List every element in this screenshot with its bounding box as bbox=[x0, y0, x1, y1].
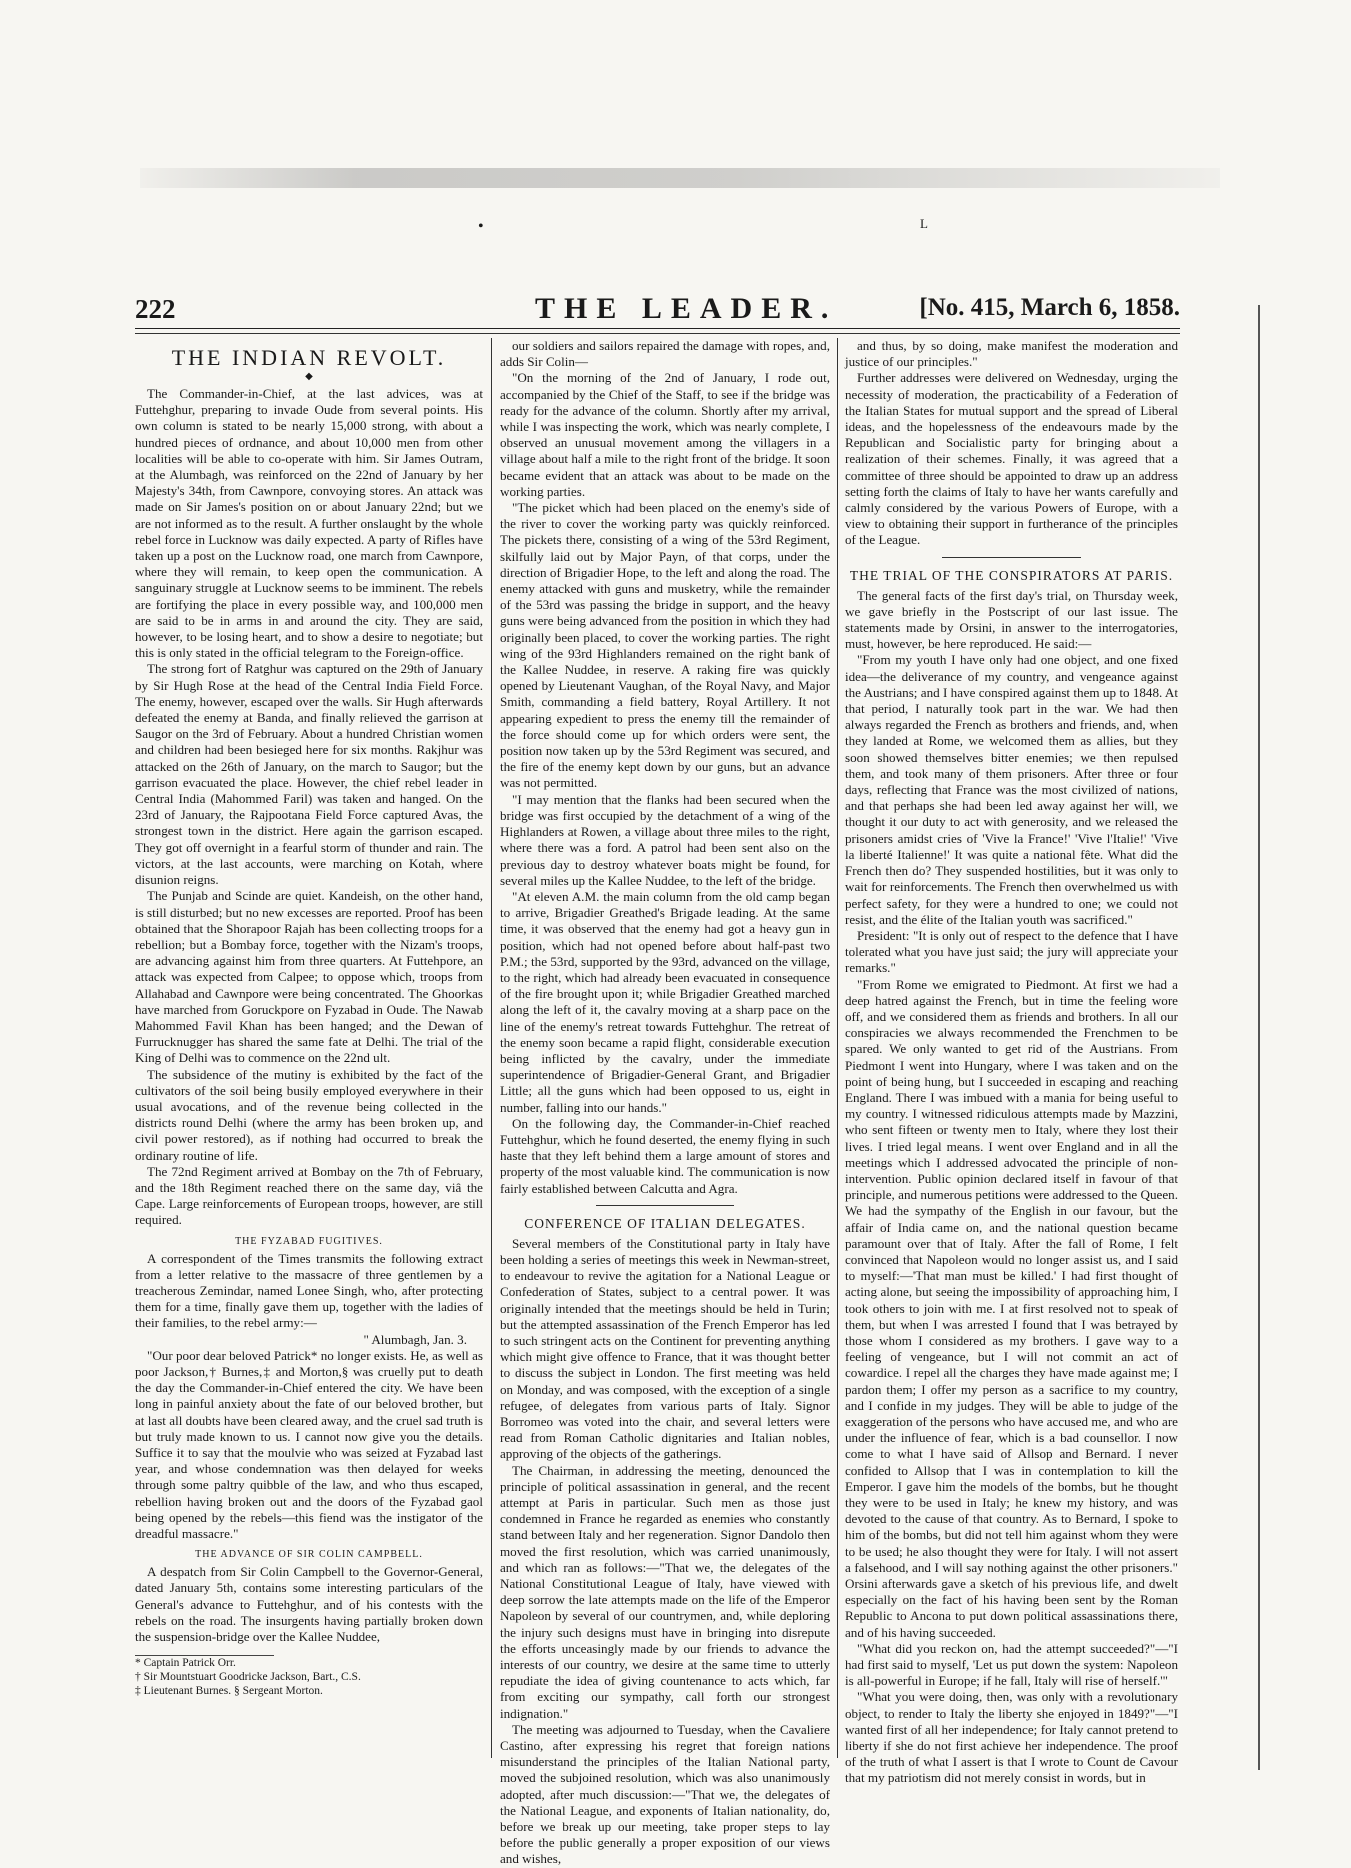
paper-title: THE LEADER. bbox=[535, 292, 838, 325]
scan-artifact-band bbox=[140, 168, 1220, 188]
paragraph: On the following day, the Commander-in-Chief reached Futtehghur, which he found deserted, the enemy flying in such haste that they left behind them a large amount of stores and property of the most valuable kind. The communication is now fairly established between Calcutta and Agra. bbox=[500, 1115, 830, 1196]
article-heading-italian-delegates: CONFERENCE OF ITALIAN DELEGATES. bbox=[524, 1215, 806, 1231]
column-divider bbox=[837, 338, 838, 1758]
paragraph: "The picket which had been placed on the enemy's side of the river to cover the working party was quickly reinforced. The pickets there, consisting of a wing of the 53rd Regiment, skilfully laid out by Major Payn, of that corps, under the direction of Brigadier Hope, to the left and along the road. The enemy attacked with guns and musketry, while the remainder of the 53rd was passing the bridge in support, and the heavy guns were being advanced from the position in which they had originally been placed, to cover the working parties. The right wing of the 93rd Highlanders remained on the right bank of the Kallee Nuddee, in reserve. A raking fire was quickly opened by Lieutenant Vaughan, of the Royal Navy, and Major Smith, commanding a field battery, Royal Artillery. It not appearing expedient to press the enemy till the remainder of the force should come up for which orders were sent, the position now taken up by the 53rd Regiment was secured, and the fire of the enemy kept down by our guns, but an advance was not permitted. bbox=[500, 500, 830, 791]
paragraph: The strong fort of Ratghur was captured on the 29th of January by Sir Hugh Rose at the head of the Central India Field Force. The enemy, however, escaped over the walls. Sir Hugh afterwards defeated the enemy at Banda, and finally relieved the garrison at Saugor on the 3rd of February. About a hundred Christian women and children had been besieged here for six months. Rakjhur was attacked on the 26th of January, on the march to Saugor; but the garrison evacuated the place. However, the chief rebel leader in Central India (Mahommed Faril) was taken and hanged. On the 23rd of January, the Rajpootana Field Force captured Avas, the strongest town in the district. Here again the garrison escaped. They got off overnight in a fearful storm of thunder and rain. The victors, at the last accounts, were marching on Kotah, where disunion reigns. bbox=[135, 661, 483, 888]
paragraph: President: "It is only out of respect to the defence that I have tolerated what you have just said; the jury will appreciate your remarks." bbox=[845, 927, 1178, 976]
issue-line: [No. 415, March 6, 1858. bbox=[919, 294, 1180, 321]
paragraph: our soldiers and sailors repaired the damage with ropes, and, adds Sir Colin— bbox=[500, 338, 830, 370]
footnote: * Captain Patrick Orr. bbox=[135, 1657, 236, 1670]
paragraph: The general facts of the first day's trial, on Thursday week, we gave briefly in the Postscript of our last issue. The statements made by Orsini, in answer to the interrogatories, must, however, be here reproduced. He said:— bbox=[845, 587, 1178, 652]
section-separator bbox=[942, 557, 1082, 558]
page-number: 222 bbox=[135, 294, 176, 324]
section-separator bbox=[596, 1205, 735, 1206]
paragraph: The meeting was adjourned to Tuesday, when the Cavaliere Castino, after expressing his regret that foreign nations misunderstand the principles of the Italian National party, moved the subjoined resolution, which was also unanimously adopted, after much discussion:—"That we, the delegates of the National League, and exponents of Italian nationality, do, before we break up our meeting, take proper steps to lay before the public generally a proper exposition of our views and wishes, bbox=[500, 1721, 830, 1867]
paragraph: Several members of the Constitutional party in Italy have been holding a series of meetings this week in Newman-street, to endeavour to revive the agitation for a National League or Confederation of States, subject to a central power. It was originally intended that the meetings should be held in Turin; but the attempted assassination of the French Emperor has led to such stringent acts on the Continent for preventing anything which might give offence to France, that it was thought better to discuss the subject in London. The first meeting was held on Monday, and was composed, with the exception of a single refugee, of delegates from various parts of Italy. Signor Borromeo was voted into the chair, and several letters were read from Roman Catholic dignitaries and Italian nobles, approving of the objects of the gatherings. bbox=[500, 1235, 830, 1462]
column-2 bbox=[500, 338, 830, 1867]
paragraph: A despatch from Sir Colin Campbell to the Governor-General, dated January 5th, contains some interesting particulars of the General's advance to Futtehghur, and of his contests with the rebels on the road. The insurgents having partially broken down the suspension-bridge over the Kallee Nuddee, bbox=[135, 1564, 483, 1645]
column-divider bbox=[491, 338, 492, 1758]
paragraph: "From Rome we emigrated to Piedmont. At first we had a deep hatred against the French, but in time the feeling wore off, and we considered them as friends and brothers. In all our conspiracies we always recommended the Frenchmen to be spared. We only wanted to get rid of the Austrians. From Piedmont I went into Hungary, where I was taken and on the point of being hung, but I succeeded in escaping and reaching England. There I was imbued with a mania for being useful to my country. I witnessed ridiculous attempts made by Mazzini, who sent fifteen or twenty men to Italy, where they lost their lives. I tried legal means. I went over England and in all the meetings which I addressed advocated the principle of non-intervention. Public opinion declared itself in favour of that principle, and numerous petitions were addressed to the Queen. We had the sympathy of the English in our favour, but the affair of India came on, and the national question became paramount over that of Italy. After the fall of Rome, I felt convinced that Napoleon would no longer assist us, and I said to myself:—'That man must be killed.' I had first thought of acting alone, but seeing the impossibility of approaching him, I took others to join with me. I at first resolved not to speak of them, but when I was arrested I found that I was betrayed by those whom I considered as my brothers. I gave way to a feeling of vengeance, but I will not commit an act of cowardice. I repel all the charges they have made against me; I pardon them; I offer my person as a sacrifice to my country, and I confide in my judges. They will be able to judge of the exaggeration of the persons who have accused me, and who are under the influence of fear, which is a bad counsellor. I now come to what I have said of Allsop and Bernard. I never confided to Allsop that I was in contemplation to kill the Emperor. I gave him the models of the bombs, but he thought they were to be used in Italy; he knew my history, and was devoted to the cause of that country. As to Bernard, I spoke to him of the bombs, but did not tell him against whom they were to be used; he also thought they were for Italy. I will not assert a falsehood, and I will say nothing against the other prisoners." Orsini afterwards gave a sketch of his previous life, and dwelt especially on the fact of his having been sent by the Roman Republic to Ancona to put down political assassinations there, and of his having succeeded. bbox=[845, 976, 1178, 1640]
paragraph: The Punjab and Scinde are quiet. Kandeish, on the other hand, is still disturbed; but no new excesses are reported. Proof has been obtained that the Shorapoor Rajah has been collecting troops for a rebellion; but a Bombay force, together with the Nizam's troops, are advancing against him from three quarters. At Futtehpore, an attack was expected from Calpee; to oppose which, troops from Allahabad and Cawnpore were being concentrated. The Ghoorkas have marched from Goruckpore on Fyzabad in Oude. The Nawab Mahommed Favil Khan has been hanged; and the Dewan of Furrucknugger has shared the same fate at Delhi. The trial of the King of Delhi was to commence on the 22nd ult. bbox=[135, 888, 483, 1066]
column-1 bbox=[135, 338, 483, 1758]
speck-mark: L bbox=[920, 216, 928, 231]
masthead-rule bbox=[135, 333, 1180, 334]
footnote: † Sir Mountstuart Goodricke Jackson, Bart., C.S. bbox=[135, 1671, 361, 1684]
speck-mark: • bbox=[478, 218, 484, 235]
footnote: ‡ Lieutenant Burnes. § Sergeant Morton. bbox=[135, 1685, 323, 1698]
letter-dateline: " Alumbagh, Jan. 3. bbox=[363, 1331, 467, 1347]
paragraph: "At eleven A.M. the main column from the old camp began to arrive, Brigadier Greathed's Brigade leading. At the same time, it was observed that the enemy had got a heavy gun in position, which had not opened before about half-past two P.M.; the 53rd, supported by the 93rd, advanced on the village, to the right, which had already been evacuated in consequence of the fire brought upon it; while Brigadier Greathed marched along the left of it, the cavalry moving at a sharp pace on the line of the enemy's retreat towards Futtehghur. The retreat of the enemy soon became a rapid flight, considerable execution being inflicted by the cavalry, under the immediate superintendence of Brigadier-General Grant, and Brigadier Little; all the guns which had been opposed to us, eight in number, falling into our hands." bbox=[500, 888, 830, 1115]
paragraph: "On the morning of the 2nd of January, I rode out, accompanied by the Chief of the Staff, to see if the bridge was ready for the advance of the column. Shortly after my arrival, while I was inspecting the work, which was nearly complete, I observed an unusual movement among the villagers in a village about half a mile to the right front of the bridge. It soon became evident that an attack was about to be made on the working parties. bbox=[500, 370, 830, 499]
paragraph: The 72nd Regiment arrived at Bombay on the 7th of February, and the 18th Regiment reached there on the same day, viâ the Cape. Large reinforcements of European troops, however, are still required. bbox=[135, 1163, 483, 1228]
paragraph: The subsidence of the mutiny is exhibited by the fact of the cultivators of the soil being busily employed everywhere in their usual avocations, and of the revenue being collected in the districts round Delhi (where the army has been broken up, and civil power restored), as if nothing had occurred to break the ordinary routine of life. bbox=[135, 1066, 483, 1163]
article-heading-trial-conspirators: THE TRIAL OF THE CONSPIRATORS AT PARIS. bbox=[849, 567, 1174, 583]
subheading-advance-sir-colin: THE ADVANCE OF SIR COLIN CAMPBELL. bbox=[195, 1549, 423, 1561]
paragraph: "I may mention that the flanks had been secured when the bridge was first occupied by the detachment of a wing of the Highlanders at Rowen, a village about three miles to the right, where there was a ford. A patrol had been sent also on the previous day to destroy whatever boats might be found, for several miles up the Kallee Nuddee, to the left of the bridge. bbox=[500, 791, 830, 888]
paragraph: "From my youth I have only had one object, and one fixed idea—the deliverance of my country, and vengeance against the Austrians; and I have conspired against them up to 1848. At that period, I naturally took part in the war. We had then always regarded the French as brothers and friends, and, when they landed at Rome, we welcomed them as allies, but they soon showed themselves bitter enemies; we then repulsed them, and took many of them prisoners. After three or four days, reflecting that France was the most civilized of nations, and that perhaps she had been led away against her will, we thought it our duty to act with generosity, and we released the prisoners amidst cries of 'Vive la France!' 'Vive l'Italie!' 'Vive la liberté Italienne!' It was quite a national fête. What did the French then do? They suspended hostilities, but it was only to wait for reinforcements. The French then overwhelmed us with perfect safety, for they were a hundred to one; we could not resist, and the élite of the Italian youth was sacrificed." bbox=[845, 652, 1178, 927]
paragraph: A correspondent of the Times transmits the following extract from a letter relative to the massacre of three gentlemen by a treacherous Zemindar, named Lonee Singh, who, after protecting them for a time, finally gave them up, together with the ladies of their families, to the rebel army:— bbox=[135, 1250, 483, 1331]
letter-text: "Our poor dear beloved Patrick* no longer exists. He, as well as poor Jackson,† Burnes,‡ and Morton,§ was cruelly put to death the day the Commander-in-Chief entered the city. We have been long in painful anxiety about the fate of our beloved brother, but at last all doubts have been cleared away, and the cruel sad truth is but truly made known to us. I cannot now give you the details. Suffice it to say that the moulvie who was seized at Fyzabad last year, and whose condemnation was then delayed for weeks through some paltry quibble of the law, and who thus escaped, rebellion having broken out and the doors of the Fyzabad gaol being opened by the rebels—this fiend was the instigator of the dreadful massacre." bbox=[135, 1347, 483, 1542]
binding-edge-line bbox=[1258, 305, 1260, 1770]
column-3 bbox=[845, 338, 1178, 1786]
subheading-fyzabad-fugitives: THE FYZABAD FUGITIVES. bbox=[235, 1235, 383, 1247]
paragraph: "What you were doing, then, was only with a revolutionary object, to render to Italy the liberty she enjoyed in 1849?"—"I wanted first of all her independence; for Italy cannot pretend to liberty if she do not first achieve her independence. The proof of the truth of what I assert is that I wrote to Count de Cavour that my patriotism did not merely consist in words, but in bbox=[845, 1689, 1178, 1786]
article-heading-indian-revolt: THE INDIAN REVOLT. bbox=[171, 345, 447, 370]
paragraph: and thus, by so doing, make manifest the moderation and justice of our principles." bbox=[845, 338, 1178, 370]
paragraph: The Chairman, in addressing the meeting, denounced the principle of political assassination in general, and the recent attempt at Paris in particular. Such men as those just condemned in France he regarded as enemies who constantly stand between Italy and her regeneration. Signor Dandolo then moved the first resolution, which was carried unanimously, and which ran as follows:—"That we, the delegates of the National Constitutional League of Italy, have viewed with deep sorrow the late attempts made on the life of the Emperor Napoleon by several of our countrymen, and, while deploring the injury such designs must have in bringing into disrepute the efforts unceasingly made by our friends to advance the interests of our country, we desire at the same time to utterly repudiate the idea of giving countenance to acts which, far from exciting our sympathy, call forth our strongest indignation." bbox=[500, 1462, 830, 1721]
paragraph: The Commander-in-Chief, at the last advices, was at Futtehghur, preparing to invade Oude from several points. His own column is stated to be nearly 15,000 strong, with about a hundred pieces of ordnance, and about 10,000 men from other localities will be able to co-operate with him. Sir James Outram, at the Alumbagh, was reinforced on the 22nd of January by her Majesty's 34th, from Cawnpore, convoying stores. An attack was made on Sir James's position on or about January 22nd; but we are not informed as to the result. A further onslaught by the whole rebel force in Lucknow was daily expected. A party of Rifles have taken up a post on the Lucknow road, one march from Cawnpore, where they will remain, to keep open the communication. A sanguinary struggle at Lucknow seems to be imminent. The rebels are fortifying the place in every possible way, and 100,000 men are said to be in arms in and around the city. They are said, however, to be losing heart, and to show a desire to negotiate; but this is only stated in the official telegram to the Foreign-office. bbox=[135, 386, 483, 661]
ornament-diamond-icon: ◆ bbox=[305, 371, 313, 382]
paragraph: "What did you reckon on, had the attempt succeeded?"—"I had first said to myself, 'Let us put down the system: Napoleon is all-powerful in Europe; if he fall, Italy will rise of herself.'" bbox=[845, 1640, 1178, 1689]
paragraph: Further addresses were delivered on Wednesday, urging the necessity of moderation, the practicability of a Federation of the Italian States for mutual support and the spread of Liberal ideas, and the hopelessness of the endeavours made by the Republican and Socialistic party for bringing about a realization of their schemes. Finally, it was agreed that a committee of three should be appointed to draw up an address setting forth the claims of Italy to have her wants carefully and calmly considered by the various Powers of Europe, with a view to obtaining their support in furtherance of the principles of the League. bbox=[845, 370, 1178, 548]
masthead bbox=[135, 292, 1180, 329]
